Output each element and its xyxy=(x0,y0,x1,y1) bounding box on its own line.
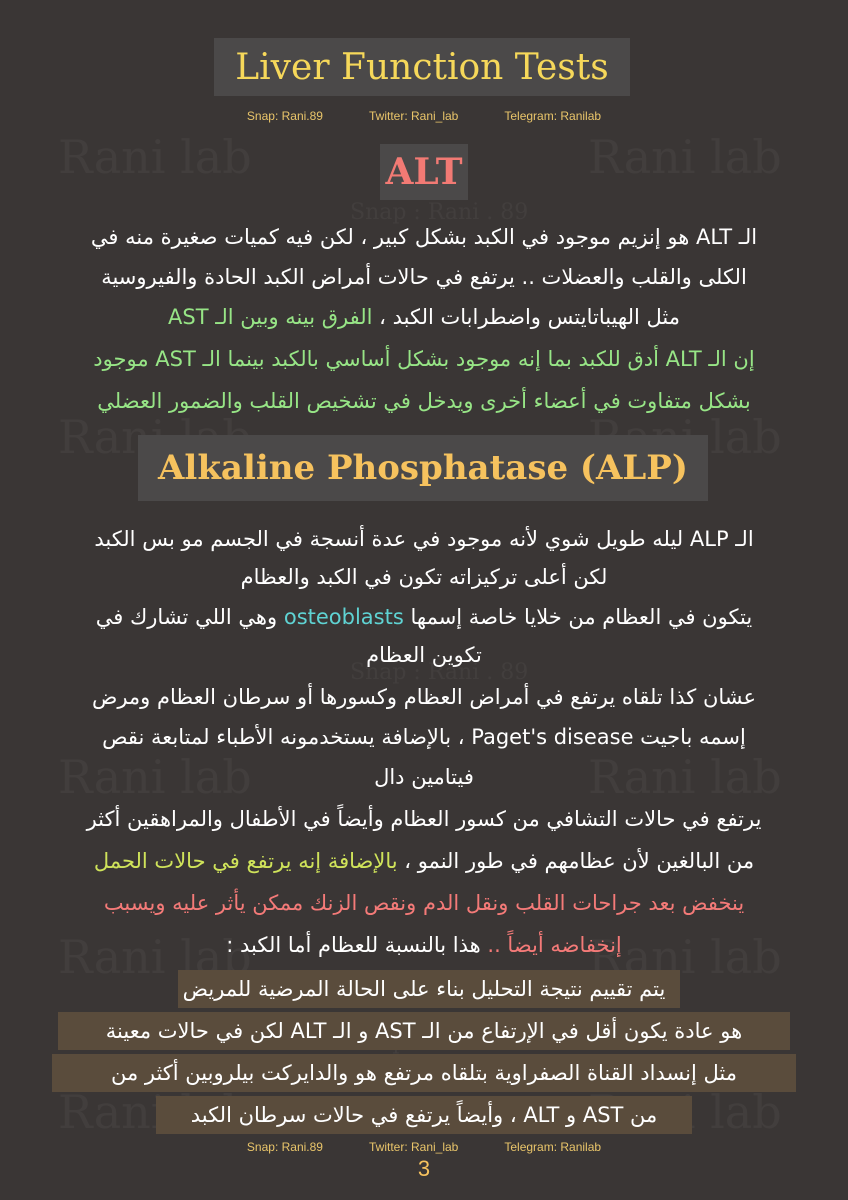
alt-note-line: بشكل متفاوت في أعضاء أخرى ويدخل في تشخيص القلب والضمور العضلي xyxy=(97,389,751,413)
osteo-term: osteoblasts xyxy=(283,605,404,629)
alt-paragraph-line xyxy=(0,298,848,336)
alp-paragraph-line: عشان كذا تلقاه يرتفع في أمراض العظام وكسورها أو سرطان العظام ومرض xyxy=(91,685,757,709)
telegram-handle: Telegram: Ranilab xyxy=(504,109,602,123)
alp-paragraph-line xyxy=(0,598,848,636)
social-handles-top xyxy=(0,109,848,123)
preg-prefix: من البالغين لأن عظامهم في طور النمو ، xyxy=(404,849,755,873)
alp-heading-box xyxy=(138,435,708,501)
telegram-handle: Telegram: Ranilab xyxy=(504,1140,602,1154)
liver-line: من AST و ALT ، وأيضاً يرتفع في حالات سرطان الكبد xyxy=(190,1103,658,1127)
alp-paragraph-line: لكن أعلى تركيزاته تكون في الكبد والعظام xyxy=(240,565,608,589)
page-number: 3 xyxy=(417,1156,431,1181)
liver-line: يتم تقييم نتيجة التحليل بناء على الحالة المرضية للمريض xyxy=(182,977,666,1001)
alp-paragraph-line: يرتفع في حالات التشافي من كسور العظام وأيضاً في الأطفال والمراهقين أكثر xyxy=(86,807,762,831)
alp-paragraph-line xyxy=(0,926,848,964)
alt-paragraph-line: الكلى والقلب والعضلات .. يرتفع في حالات أمراض الكبد الحادة والفيروسية xyxy=(101,265,747,289)
alp-paragraph-line: الـ ALP ليله طويل شوي لأنه موجود في عدة أنسجة في الجسم مو بس الكبد xyxy=(94,527,754,551)
liver-line: مثل إنسداد القناة الصفراوية بتلقاه مرتفع هو والدايركت بيلروبين أكثر من xyxy=(110,1061,738,1085)
osteo-prefix: يتكون في العظام من خلايا خاصة إسمها xyxy=(410,605,753,629)
decrease-end: إنخفاضه أيضاً .. xyxy=(487,933,622,957)
alp-decrease-line: ينخفض بعد جراحات القلب ونقل الدم ونقص الزنك ممكن يأثر عليه ويسبب xyxy=(103,891,745,915)
alt-line3-text: مثل الهيباتايتس واضطرابات الكبد ، xyxy=(379,305,680,329)
page-title: Liver Function Tests xyxy=(235,46,609,88)
social-handles-bottom xyxy=(0,1140,848,1154)
alt-paragraph-line: الـ ALT هو إنزيم موجود في الكبد بشكل كبير ، لكن فيه كميات صغيرة منه في xyxy=(90,225,758,249)
alp-heading: Alkaline Phosphatase (ALP) xyxy=(158,448,688,488)
page-title-box xyxy=(214,38,630,96)
twitter-handle: Twitter: Rani_lab xyxy=(368,109,459,123)
alp-paragraph-line: إسمه باجيت Paget's disease ، بالإضافة يستخدمونه الأطباء لمتابعة نقص xyxy=(102,725,746,749)
alp-paragraph-line: فيتامين دال xyxy=(374,765,474,789)
alp-paragraph-line xyxy=(0,842,848,880)
snap-handle: Snap: Rani.89 xyxy=(246,109,323,123)
alt-line3-highlight: الفرق بينه وبين الـ AST xyxy=(168,305,373,329)
watermark xyxy=(588,130,782,184)
twitter-handle: Twitter: Rani_lab xyxy=(368,1140,459,1154)
osteo-suffix: وهي اللي تشارك في xyxy=(95,605,278,629)
alt-heading: ALT xyxy=(385,151,463,193)
watermark xyxy=(58,130,252,184)
preg-highlight: بالإضافة إنه يرتفع في حالات الحمل xyxy=(93,849,398,873)
alt-note-line: إن الـ ALT أدق للكبد بما إنه موجود بشكل أساسي بالكبد بينما الـ AST موجود xyxy=(93,347,755,371)
snap-handle: Snap: Rani.89 xyxy=(246,1140,323,1154)
liver-line: هو عادة يكون أقل في الإرتفاع من الـ AST و الـ ALT لكن في حالات معينة xyxy=(105,1019,743,1043)
liver-intro: هذا بالنسبة للعظام أما الكبد : xyxy=(226,933,481,957)
alt-heading-box xyxy=(380,144,468,200)
alp-paragraph-line: تكوين العظام xyxy=(366,643,482,667)
